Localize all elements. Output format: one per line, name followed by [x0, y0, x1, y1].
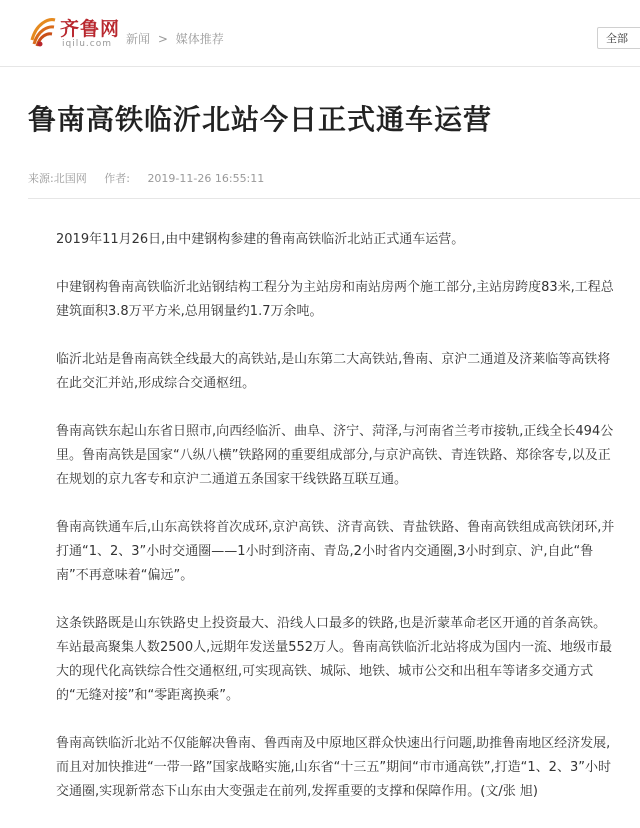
search-scope-select[interactable]: 全部 — [597, 27, 640, 49]
article-paragraph: 鲁南高铁临沂北站不仅能解决鲁南、鲁西南及中原地区群众快速出行问题,助推鲁南地区经济发展,而且对加快推进“一带一路”国家战略实施,山东省“十三五”期间“市市通高铁”,打造“1、2、3”小时交通圈,实现新常态下山东由大变强走在前列,发挥重要的支撑和保障作用。(文/张 旭) — [56, 736, 611, 799]
article-paragraph: 临沂北站是鲁南高铁全线最大的高铁站,是山东第二大高铁站,鲁南、京沪二通道及济莱临等高铁将在此交汇并站,形成综合交通枢纽。 — [56, 352, 611, 391]
logo-swirl-icon — [28, 14, 58, 48]
breadcrumb-media-link[interactable]: 媒体推荐 — [175, 32, 224, 46]
logo-text: 齐鲁网 — [60, 18, 121, 40]
site-header — [0, 0, 640, 67]
article-paragraph: 鲁南高铁东起山东省日照市,向西经临沂、曲阜、济宁、菏泽,与河南省兰考市接轨,正线全长494公里。鲁南高铁是国家“八纵八横”铁路网的重要组成部分,与京沪高铁、青连铁路、郑徐客专,以及正在规划的京九客专和京沪二通道五条国家干线铁路互联互通。 — [56, 424, 614, 487]
article-source: 来源:北国网 — [28, 172, 87, 185]
article-meta — [28, 170, 278, 186]
breadcrumb-news-link[interactable]: 新闻 — [126, 32, 151, 46]
article-body — [56, 228, 616, 828]
article-paragraph: 鲁南高铁通车后,山东高铁将首次成环,京沪高铁、济青高铁、青盐铁路、鲁南高铁组成高铁闭环,并打通“1、2、3”小时交通圈——1小时到济南、青岛,2小时省内交通圈,3小时到京、沪,自此“鲁南”不再意味着“偏远”。 — [56, 520, 615, 583]
breadcrumb — [126, 30, 228, 47]
article-paragraph: 2019年11月26日,由中建钢构参建的鲁南高铁临沂北站正式通车运营。 — [56, 232, 465, 247]
breadcrumb-separator: > — [157, 32, 168, 46]
logo-domain: iqilu.com — [62, 39, 113, 49]
article-author: 作者: — [104, 172, 130, 185]
meta-divider — [28, 198, 640, 199]
article-paragraph: 中建钢构鲁南高铁临沂北站钢结构工程分为主站房和南站房两个施工部分,主站房跨度83米,工程总建筑面积3.8万平方米,总用钢量约1.7万余吨。 — [56, 280, 614, 319]
article-datetime: 2019-11-26 16:55:11 — [147, 172, 265, 185]
article-title: 鲁南高铁临沂北站今日正式通车运营 — [28, 103, 493, 136]
article-paragraph: 这条铁路既是山东铁路史上投资最大、沿线人口最多的铁路,也是沂蒙革命老区开通的首条高铁。车站最高聚集人数2500人,远期年发送量552万人。鲁南高铁临沂北站将成为国内一流、地级市最大的现代化高铁综合性交通枢纽,可实现高铁、城际、地铁、城市公交和出租车等诸多交通方式的“无缝对接”和“零距离换乘”。 — [56, 616, 613, 703]
site-logo[interactable] — [28, 12, 121, 52]
